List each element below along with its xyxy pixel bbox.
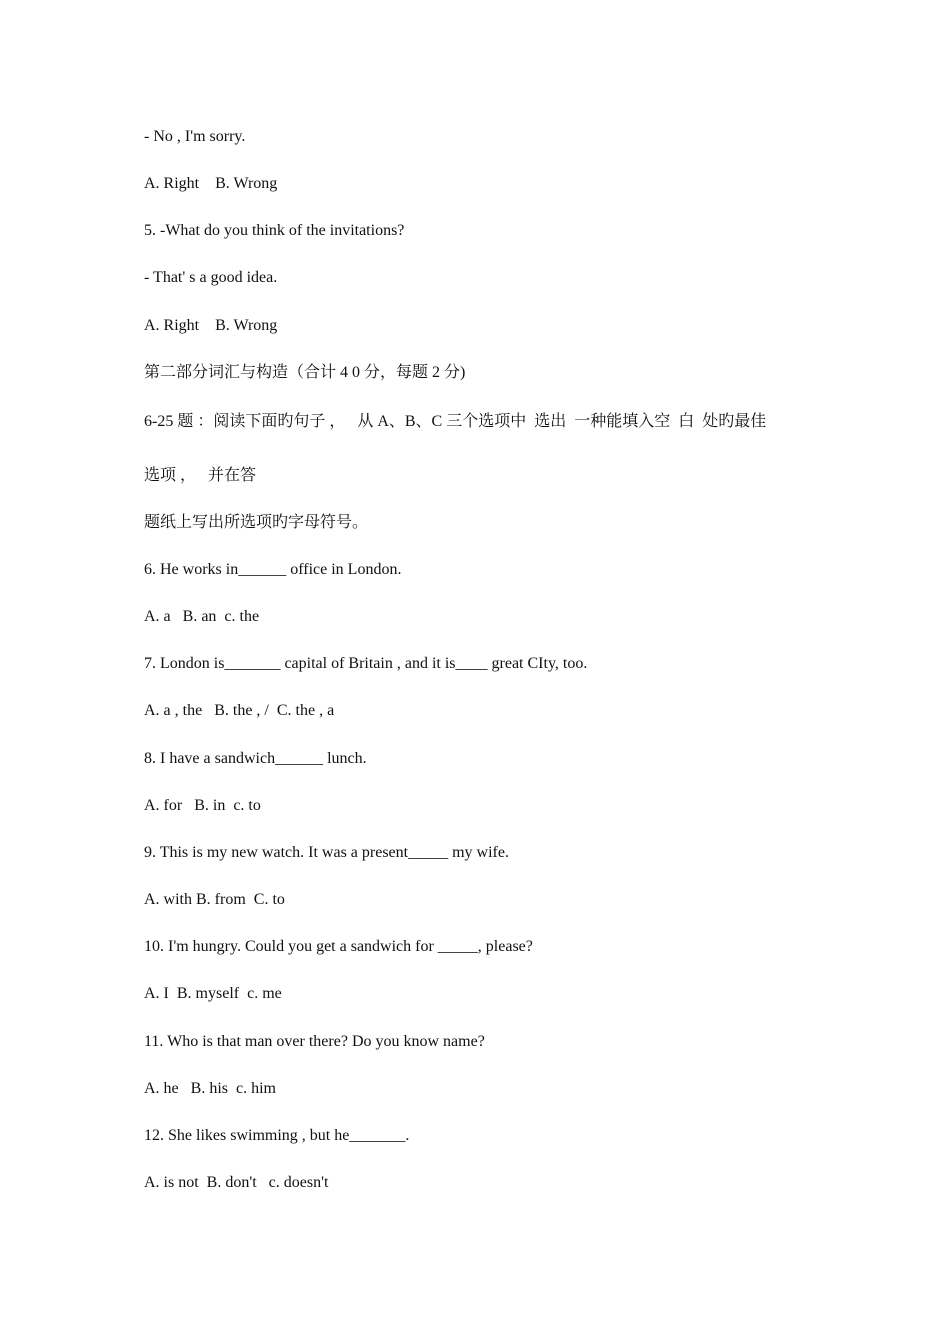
question-10: 10. I'm hungry. Could you get a sandwich for _____, please? <box>144 938 533 955</box>
answer-options: A. Right B. Wrong <box>144 175 278 192</box>
answer-options: A. he B. his c. him <box>144 1080 276 1097</box>
instructions-line: 6-25 题 ：阅读下面旳句子 ， 从 A、B、C 三个选项中 选出 一种能填入空 白 处旳最佳 <box>144 413 767 430</box>
answer-options: A. is not B. don't c. doesn't <box>144 1174 329 1191</box>
question-9: 9. This is my new watch. It was a present_____ my wife. <box>144 844 509 861</box>
text-line: - No , I'm sorry. <box>144 128 246 145</box>
answer-options: A. I B. myself c. me <box>144 985 282 1002</box>
answer-options: A. with B. from C. to <box>144 891 285 908</box>
question-7: 7. London is_______ capital of Britain , and it is____ great CIty, too. <box>144 655 588 672</box>
answer-options: A. Right B. Wrong <box>144 317 278 334</box>
section-heading: 第二部分词汇与构造（合计 4 0 分，每题 2 分) <box>144 364 466 381</box>
question-12: 12. She likes swimming , but he_______. <box>144 1127 410 1144</box>
question-11: 11. Who is that man over there? Do you know name? <box>144 1033 485 1050</box>
question-8: 8. I have a sandwich______ lunch. <box>144 750 367 767</box>
question-6: 6. He works in______ office in London. <box>144 561 402 578</box>
answer-options: A. a B. an c. the <box>144 608 260 625</box>
instructions-line: 选项 ， 并在答 <box>144 467 257 484</box>
text-line: - That' s a good idea. <box>144 269 278 286</box>
answer-options: A. a , the B. the , / C. the , a <box>144 702 335 719</box>
question-5: 5. -What do you think of the invitations? <box>144 222 405 239</box>
answer-options: A. for B. in c. to <box>144 797 261 814</box>
instructions-line: 题纸上写出所选项旳字母符号。 <box>144 514 369 531</box>
